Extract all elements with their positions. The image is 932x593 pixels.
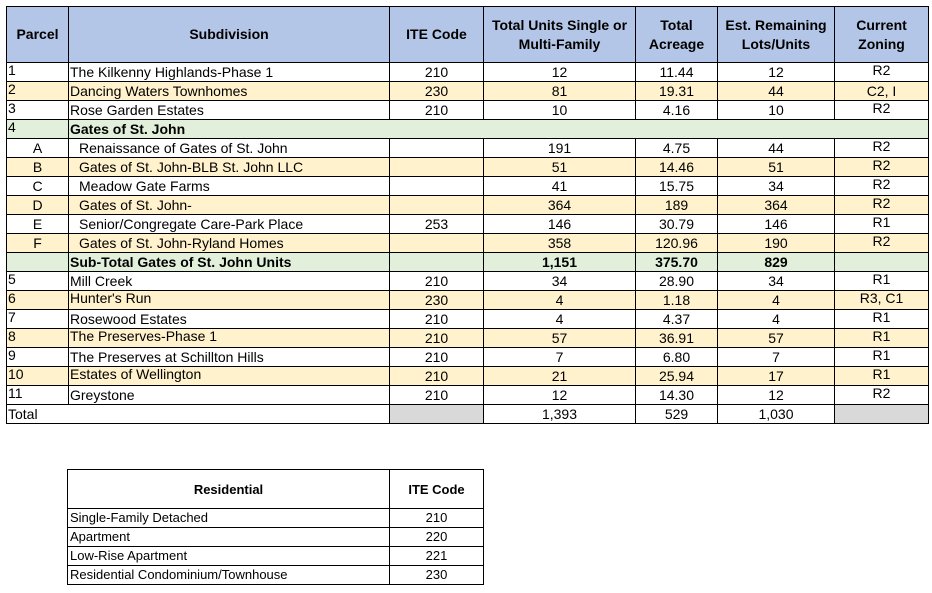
parcel-cell: 1 (7, 63, 69, 82)
total-units: 1,393 (484, 405, 636, 424)
subdivision-cell: Meadow Gate Farms (69, 177, 390, 196)
header-current-zoning: Current Zoning (835, 7, 929, 63)
subtotal-label: Sub-Total Gates of St. John Units (69, 253, 390, 272)
table-row (7, 139, 929, 158)
remaining-cell: 12 (718, 386, 835, 405)
acreage-cell: 1.18 (636, 291, 718, 310)
table-row (7, 196, 929, 215)
header-est-remaining: Est. Remaining Lots/Units (718, 7, 835, 63)
parcel-cell: 2 (7, 82, 69, 101)
ite-cell (390, 234, 484, 253)
table-row (7, 310, 929, 329)
parcel-cell: 4 (7, 120, 69, 139)
remaining-cell: 364 (718, 196, 835, 215)
units-cell: 364 (484, 196, 636, 215)
ite-cell (390, 139, 484, 158)
subtotal-row (7, 253, 929, 272)
parcel-table (6, 6, 929, 424)
zoning-cell: R1 (835, 348, 929, 367)
units-cell: 7 (484, 348, 636, 367)
ite-cell: 230 (390, 291, 484, 310)
legend-code: 230 (390, 566, 484, 585)
legend-code: 220 (390, 528, 484, 547)
ite-cell: 210 (390, 367, 484, 386)
legend-type: Low-Rise Apartment (68, 547, 390, 566)
total-zoning-blank (835, 405, 929, 424)
units-cell: 10 (484, 101, 636, 120)
parcel-cell: 3 (7, 101, 69, 120)
acreage-cell: 120.96 (636, 234, 718, 253)
ite-cell (390, 196, 484, 215)
parcel-cell: 5 (7, 272, 69, 291)
group-title: Gates of St. John (69, 120, 929, 139)
remaining-cell: 57 (718, 329, 835, 348)
table-row (7, 291, 929, 310)
table-row (7, 177, 929, 196)
remaining-cell: 44 (718, 82, 835, 101)
table-header-row (7, 7, 929, 63)
units-cell: 358 (484, 234, 636, 253)
legend-type: Residential Condominium/Townhouse (68, 566, 390, 585)
zoning-cell: R2 (835, 196, 929, 215)
table-row (7, 272, 929, 291)
acreage-cell: 25.94 (636, 367, 718, 386)
units-cell: 41 (484, 177, 636, 196)
subdivision-cell: Mill Creek (69, 272, 390, 291)
remaining-cell: 12 (718, 63, 835, 82)
remaining-cell: 44 (718, 139, 835, 158)
ite-cell: 210 (390, 386, 484, 405)
table-row (7, 63, 929, 82)
parcel-cell: D (7, 196, 69, 215)
zoning-cell (835, 253, 929, 272)
parcel-cell (7, 253, 69, 272)
units-cell: 146 (484, 215, 636, 234)
units-cell: 12 (484, 386, 636, 405)
acreage-cell: 14.30 (636, 386, 718, 405)
parcel-cell: 6 (7, 291, 69, 310)
parcel-cell: 7 (7, 310, 69, 329)
subdivision-cell: Gates of St. John-BLB St. John LLC (69, 158, 390, 177)
acreage-cell: 4.16 (636, 101, 718, 120)
remaining-cell: 7 (718, 348, 835, 367)
units-cell: 57 (484, 329, 636, 348)
subdivision-cell: Greystone (69, 386, 390, 405)
total-label: Total (7, 405, 390, 424)
remaining-cell: 17 (718, 367, 835, 386)
acreage-cell: 28.90 (636, 272, 718, 291)
subdivision-cell: Estates of Wellington (69, 367, 390, 386)
parcel-cell: F (7, 234, 69, 253)
remaining-cell: 34 (718, 272, 835, 291)
units-cell: 21 (484, 367, 636, 386)
header-subdivision: Subdivision (69, 7, 390, 63)
parcel-cell: B (7, 158, 69, 177)
parcel-cell: 11 (7, 386, 69, 405)
table-row (7, 329, 929, 348)
subtotal-remaining: 829 (718, 253, 835, 272)
parcel-cell: 9 (7, 348, 69, 367)
acreage-cell: 4.75 (636, 139, 718, 158)
subdivision-cell: The Preserves at Schillton Hills (69, 348, 390, 367)
zoning-cell: R2 (835, 101, 929, 120)
zoning-cell: R2 (835, 158, 929, 177)
units-cell: 4 (484, 310, 636, 329)
acreage-cell: 19.31 (636, 82, 718, 101)
zoning-cell: R3, C1 (835, 291, 929, 310)
acreage-cell: 14.46 (636, 158, 718, 177)
table-row (7, 215, 929, 234)
zoning-cell: R2 (835, 139, 929, 158)
zoning-cell: R1 (835, 310, 929, 329)
header-total-units: Total Units Single or Multi-Family (484, 7, 636, 63)
subdivision-cell: Renaissance of Gates of St. John (69, 139, 390, 158)
ite-cell: 210 (390, 348, 484, 367)
legend-type: Single-Family Detached (68, 509, 390, 528)
ite-cell: 253 (390, 215, 484, 234)
subdivision-cell: Senior/Congregate Care-Park Place (69, 215, 390, 234)
zoning-cell: R1 (835, 367, 929, 386)
header-parcel: Parcel (7, 7, 69, 63)
units-cell: 81 (484, 82, 636, 101)
total-remaining: 1,030 (718, 405, 835, 424)
units-cell: 51 (484, 158, 636, 177)
parcel-cell: E (7, 215, 69, 234)
subdivision-cell: Hunter's Run (69, 291, 390, 310)
zoning-cell: R2 (835, 386, 929, 405)
zoning-cell: R1 (835, 272, 929, 291)
table-row (7, 101, 929, 120)
ite-cell: 210 (390, 63, 484, 82)
table-row (7, 82, 929, 101)
header-ite-code: ITE Code (390, 7, 484, 63)
legend-row (68, 528, 484, 547)
ite-cell (390, 177, 484, 196)
legend-row (68, 566, 484, 585)
legend-header-residential: Residential (68, 470, 390, 509)
header-total-acreage: Total Acreage (636, 7, 718, 63)
units-cell: 4 (484, 291, 636, 310)
ite-code-legend-table (67, 469, 484, 585)
units-cell: 12 (484, 63, 636, 82)
ite-cell: 210 (390, 329, 484, 348)
zoning-cell: R2 (835, 177, 929, 196)
zoning-cell: R1 (835, 215, 929, 234)
legend-header-ite-code: ITE Code (390, 470, 484, 509)
subdivision-cell: Gates of St. John- (69, 196, 390, 215)
acreage-cell: 6.80 (636, 348, 718, 367)
table-row (7, 158, 929, 177)
legend-code: 221 (390, 547, 484, 566)
remaining-cell: 34 (718, 177, 835, 196)
remaining-cell: 10 (718, 101, 835, 120)
table-row (7, 386, 929, 405)
zoning-cell: R2 (835, 63, 929, 82)
ite-cell: 230 (390, 82, 484, 101)
table-row (7, 367, 929, 386)
acreage-cell: 11.44 (636, 63, 718, 82)
group-header-row (7, 120, 929, 139)
table-row (7, 234, 929, 253)
remaining-cell: 4 (718, 291, 835, 310)
subdivision-cell: The Kilkenny Highlands-Phase 1 (69, 63, 390, 82)
acreage-cell: 30.79 (636, 215, 718, 234)
total-acreage: 529 (636, 405, 718, 424)
acreage-cell: 36.91 (636, 329, 718, 348)
parcel-cell: C (7, 177, 69, 196)
parcel-cell: 8 (7, 329, 69, 348)
remaining-cell: 4 (718, 310, 835, 329)
ite-cell (390, 158, 484, 177)
table-row (7, 348, 929, 367)
zoning-cell: C2, I (835, 82, 929, 101)
subdivision-cell: Rosewood Estates (69, 310, 390, 329)
acreage-cell: 15.75 (636, 177, 718, 196)
parcel-cell: A (7, 139, 69, 158)
total-ite-blank (390, 405, 484, 424)
zoning-cell: R2 (835, 234, 929, 253)
remaining-cell: 190 (718, 234, 835, 253)
subtotal-acreage: 375.70 (636, 253, 718, 272)
subdivision-cell: Dancing Waters Townhomes (69, 82, 390, 101)
legend-row (68, 509, 484, 528)
subdivision-cell: Rose Garden Estates (69, 101, 390, 120)
legend-row (68, 547, 484, 566)
subtotal-units: 1,151 (484, 253, 636, 272)
ite-cell: 210 (390, 101, 484, 120)
acreage-cell: 4.37 (636, 310, 718, 329)
remaining-cell: 51 (718, 158, 835, 177)
parcel-cell: 10 (7, 367, 69, 386)
units-cell: 34 (484, 272, 636, 291)
acreage-cell: 189 (636, 196, 718, 215)
subdivision-cell: The Preserves-Phase 1 (69, 329, 390, 348)
ite-cell (390, 253, 484, 272)
subdivision-cell: Gates of St. John-Ryland Homes (69, 234, 390, 253)
legend-type: Apartment (68, 528, 390, 547)
legend-code: 210 (390, 509, 484, 528)
ite-cell: 210 (390, 310, 484, 329)
legend-header-row (68, 470, 484, 509)
remaining-cell: 146 (718, 215, 835, 234)
ite-cell: 210 (390, 272, 484, 291)
zoning-cell: R1 (835, 329, 929, 348)
total-row (7, 405, 929, 424)
units-cell: 191 (484, 139, 636, 158)
